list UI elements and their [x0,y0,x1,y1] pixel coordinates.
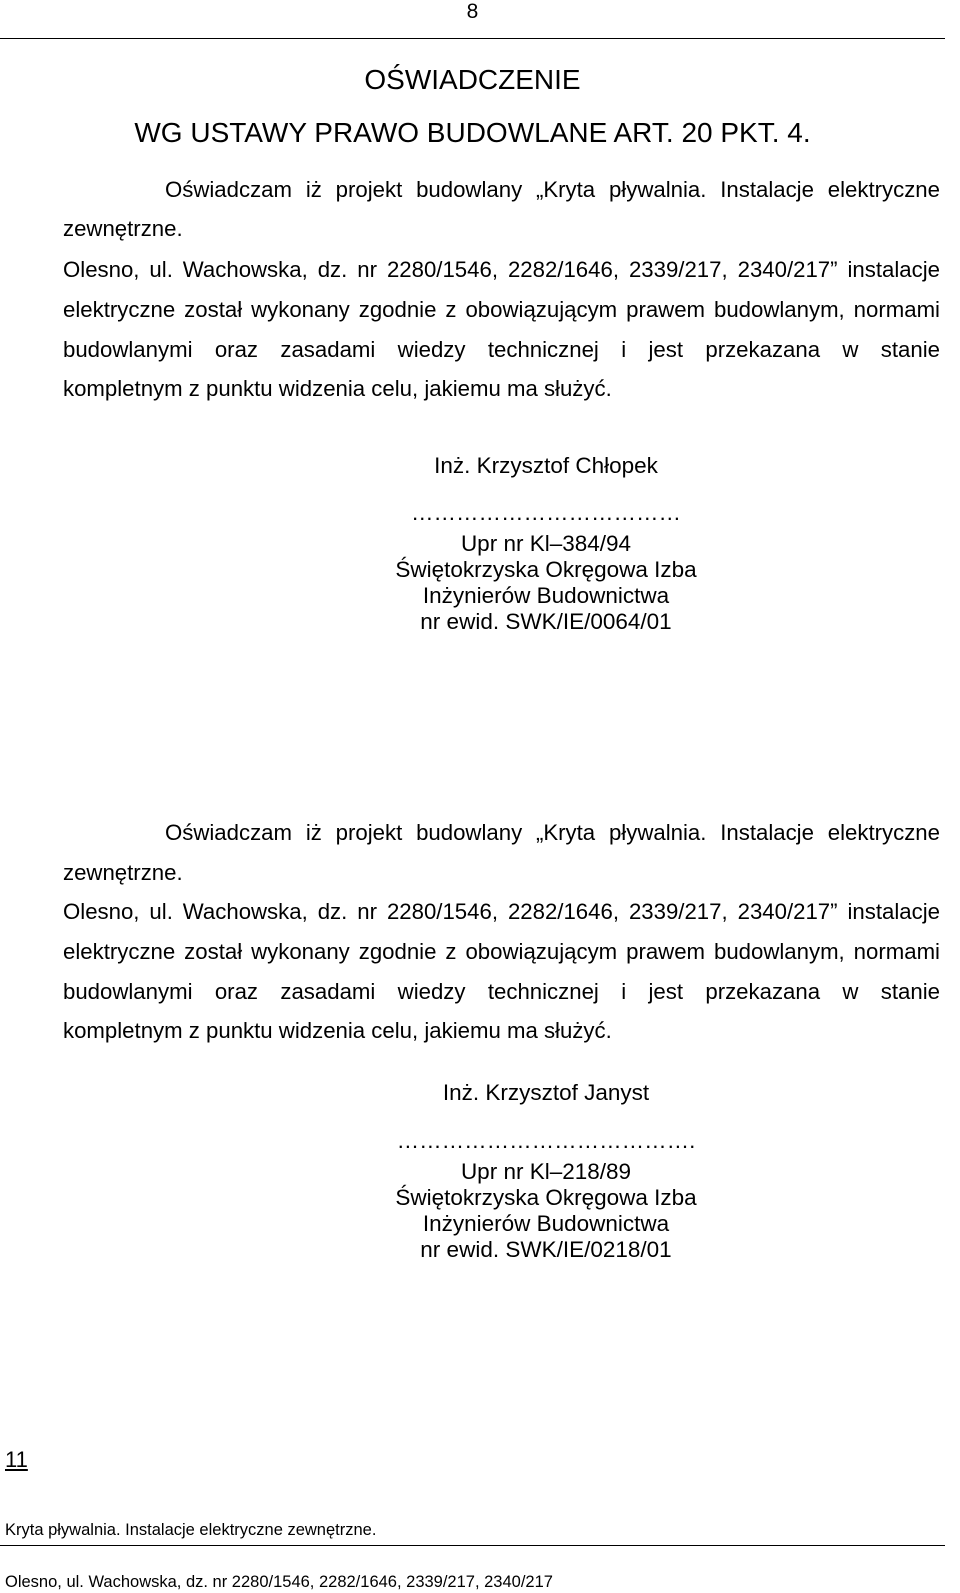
footer-rule [0,1545,945,1546]
statement-1-line-2: zewnętrzne. [63,216,183,241]
signature-2-chamber-name: Świętokrzyska Okręgowa Izba [395,1185,697,1210]
signature-1-license: Upr nr Kl–384/94 [460,531,632,556]
signature-2-name: Inż. Krzysztof Janyst [442,1080,650,1105]
statement-2-line-5: budowlanymi oraz zasadami wiedzy technicznej i jest przekazana w stanie [63,979,940,1004]
statement-2-line-6: kompletnym z punktu widzenia celu, jakiemu ma służyć. [63,1018,612,1043]
statement-1-line-3: Olesno, ul. Wachowska, dz. nr 2280/1546, 2282/1646, 2339/217, 2340/217” instalacje [63,257,940,282]
footer-location: Olesno, ul. Wachowska, dz. nr 2280/1546, 2282/1646, 2339/217, 2340/217 [5,1573,553,1591]
statement-1-line-6: kompletnym z punktu widzenia celu, jakiemu ma służyć. [63,376,612,401]
page-number: 8 [466,0,479,23]
statement-1-line-5: budowlanymi oraz zasadami wiedzy technicznej i jest przekazana w stanie [63,337,940,362]
next-page-number: 11 [5,1447,28,1472]
signature-2-registry-number: nr ewid. SWK/IE/0218/01 [420,1237,672,1262]
signature-1-registry-number: nr ewid. SWK/IE/0064/01 [420,609,672,634]
statement-2-line-2: zewnętrzne. [63,860,183,885]
signature-1-dotted-line: ……………………………… [411,500,681,525]
signature-1-name: Inż. Krzysztof Chłopek [434,453,658,478]
signature-1-chamber-name-cont: Inżynierów Budownictwa [422,583,670,608]
statement-2-line-1: Oświadczam iż projekt budowlany „Kryta pływalnia. Instalacje elektryczne [165,820,940,845]
statement-1-line-4: elektryczne został wykonany zgodnie z obowiązującym prawem budowlanym, normami [63,297,940,322]
statement-2-line-3: Olesno, ul. Wachowska, dz. nr 2280/1546, 2282/1646, 2339/217, 2340/217” instalacje [63,899,940,924]
title-subheading: WG USTAWY PRAWO BUDOWLANE ART. 20 PKT. 4. [134,117,811,148]
footer-project-title: Kryta pływalnia. Instalacje elektryczne zewnętrzne. [5,1521,377,1539]
signature-1-chamber-name: Świętokrzyska Okręgowa Izba [395,557,697,582]
statement-1-line-1: Oświadczam iż projekt budowlany „Kryta pływalnia. Instalacje elektryczne [165,177,940,202]
statement-2-line-4: elektryczne został wykonany zgodnie z obowiązującym prawem budowlanym, normami [63,939,940,964]
header-rule [0,38,945,39]
title-heading: OŚWIADCZENIE [364,64,581,95]
signature-2-dotted-line: …………………………………. [396,1128,696,1153]
signature-2-license: Upr nr Kl–218/89 [460,1159,632,1184]
signature-2-chamber-name-cont: Inżynierów Budownictwa [422,1211,670,1236]
